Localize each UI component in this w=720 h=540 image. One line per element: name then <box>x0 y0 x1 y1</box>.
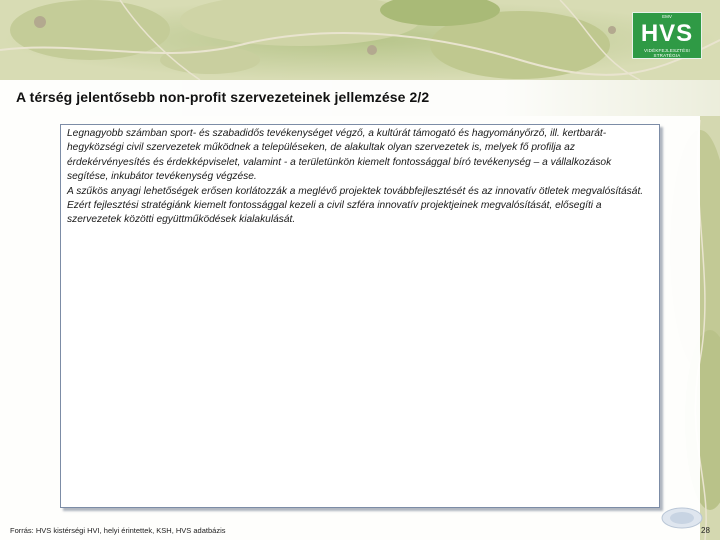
corner-logo-icon <box>660 506 704 530</box>
logo-top-text: EMV <box>662 14 672 19</box>
hvs-logo <box>632 12 702 59</box>
logo-letters: HVS <box>640 20 694 47</box>
logo-subtitle: VIDÉKFEJLESZTÉSI STRATÉGIA <box>644 48 690 58</box>
page-title: A térség jelentősebb non-profit szervezeteinek jellemzése 2/2 <box>16 89 430 105</box>
text-box <box>60 124 660 508</box>
page-number: 28 <box>701 526 710 535</box>
paragraph: Legnagyobb számban sport- és szabadidős tevékenységet végző, a kultúrát támogató és hagyományőrző, ill. kertbarát- hegyközségi civil szervezetek működnek a településeken, de alakultak olyan szervezetek is, melyek fő profilja az érdekérvényesítés és érdekképviselet, valamint - a területünkön kiemelt fontossággal bíró tevékenység – a vállalkozások segítése, inkubátor tevékenység végzése. <box>67 128 612 183</box>
source-note: Forrás: HVS kistérségi HVI, helyi érintettek, KSH, HVS adatbázis <box>10 526 226 535</box>
paragraph: A szűkös anyagi lehetőségek erősen korlátozzák a meglévő projektek továbbfejlesztését és az innovatív ötletek megvalósítását. Ezért fejlesztési stratégiánk kiemelt fontossággal kezeli a civil szféra innovatív projektjeinek megvalósítását, elősegíti a szervezetek közötti együttműködések kialakulását. <box>67 185 644 226</box>
